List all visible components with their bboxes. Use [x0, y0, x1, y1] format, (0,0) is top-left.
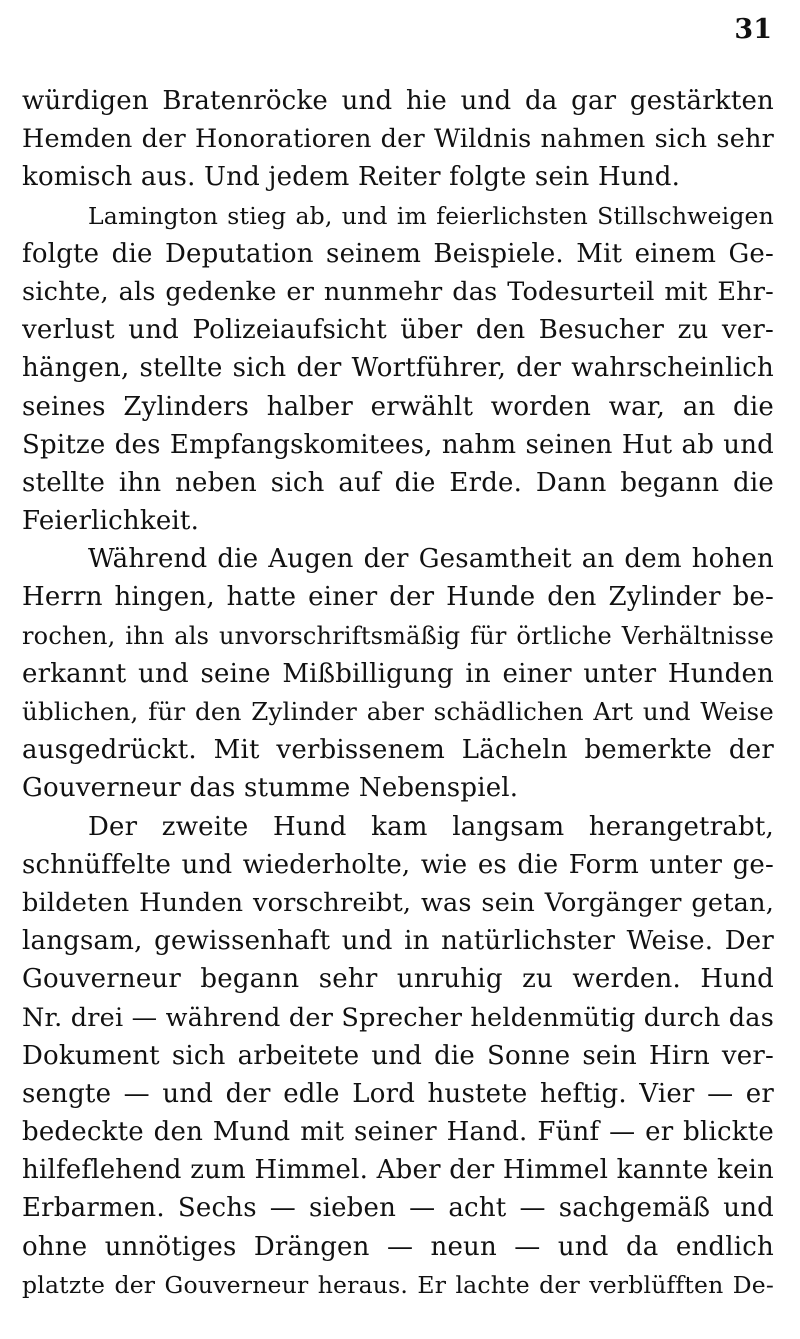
text-line: rochen, ihn als unvorschriftsmäßig für örtliche Verhältnisse	[22, 621, 774, 650]
text-line: Spitze des Empfangskomitees, nahm seinen Hut ab und	[22, 429, 774, 460]
text-line: Gouverneur begann sehr unruhig zu werden. Hund	[22, 964, 774, 995]
text-line: stellte ihn neben sich auf die Erde. Dann begann die	[22, 467, 774, 498]
text-line: erkannt und seine Mißbilligung in einer unter Hunden	[22, 658, 774, 689]
text-line: üblichen, für den Zylinder aber schädlichen Art und Weise	[22, 697, 774, 726]
text-line: Hemden der Honoratioren der Wildnis nahmen sich sehr	[22, 124, 774, 155]
page-number: 31	[734, 14, 772, 45]
text-line: sengte — und der edle Lord hustete heftig. Vier — er	[22, 1078, 774, 1109]
text-line: Nr. drei — während der Sprecher heldenmütig durch das	[22, 1002, 774, 1033]
text-line: schnüffelte und wiederholte, wie es die Form unter ge-	[22, 849, 774, 880]
text-line: seines Zylinders halber erwählt worden war, an die	[22, 391, 774, 422]
text-line: ausgedrückt. Mit verbissenem Lächeln bemerkte der	[22, 735, 774, 766]
text-line: hilfeflehend zum Himmel. Aber der Himmel kannte kein	[22, 1155, 774, 1186]
text-line: sichte, als gedenke er nunmehr das Todesurteil mit Ehr-	[22, 276, 774, 307]
text-line: folgte die Deputation seinem Beispiele. Mit einem Ge-	[22, 238, 774, 269]
text-line: komisch aus. Und jedem Reiter folgte sein Hund.	[22, 162, 681, 193]
text-line: Lamington stieg ab, und im feierlichsten Stillschweigen	[88, 201, 774, 230]
text-line: würdigen Bratenröcke und hie und da gar gestärkten	[22, 86, 774, 116]
text-line: Erbarmen. Sechs — sieben — acht — sachgemäß und	[22, 1193, 774, 1224]
text-line: bildeten Hunden vorschreibt, was sein Vorgänger getan,	[22, 887, 774, 918]
text-line: Dokument sich arbeitete und die Sonne sein Hirn ver-	[22, 1040, 774, 1071]
body-text	[22, 82, 774, 1304]
text-line: Der zweite Hund kam langsam herangetrabt,	[88, 811, 774, 842]
text-line: Während die Augen der Gesamtheit an dem hohen	[88, 544, 774, 575]
text-line: ohne unnötiges Drängen — neun — und da endlich	[22, 1231, 774, 1262]
text-line: hängen, stellte sich der Wortführer, der wahrscheinlich	[22, 353, 774, 384]
text-line: Herrn hingen, hatte einer der Hunde den Zylinder be-	[22, 582, 774, 613]
text-line: Feierlichkeit.	[22, 506, 200, 537]
text-line: Gouverneur das stumme Nebenspiel.	[22, 773, 519, 804]
text-line: verlust und Polizeiaufsicht über den Besucher zu ver-	[22, 315, 774, 346]
text-line: langsam, gewissenhaft und in natürlichster Weise. Der	[22, 926, 774, 957]
text-line: platzte der Gouverneur heraus. Er lachte der verblüfften De-	[22, 1270, 774, 1299]
text-line: bedeckte den Mund mit seiner Hand. Fünf — er blickte	[22, 1117, 774, 1148]
